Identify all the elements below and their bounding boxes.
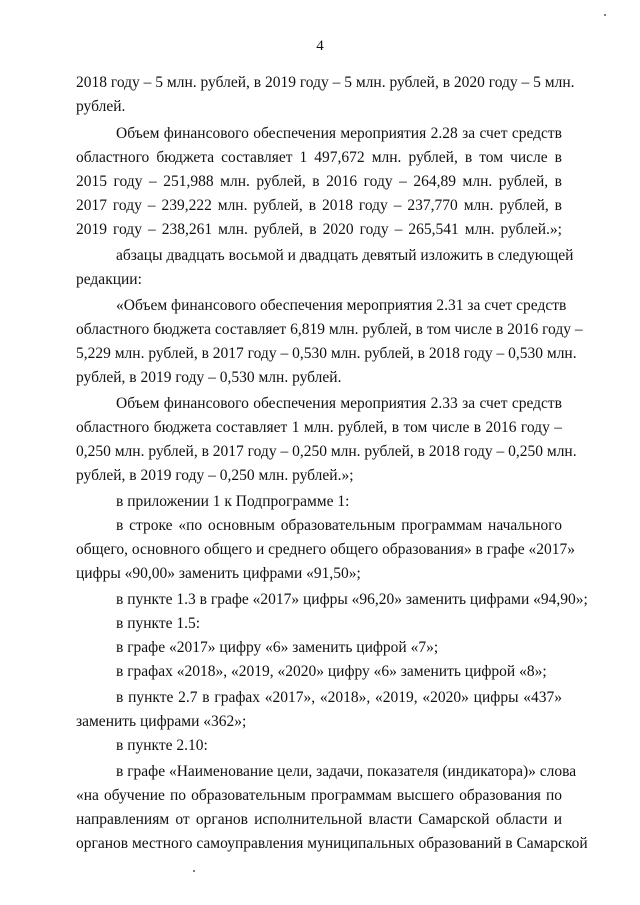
text-line: в пункте 1.3 в графе «2017» цифры «96,20» заменить цифрами «94,90»; [116, 591, 588, 608]
text-line: 2015 году – 251,988 млн. рублей, в 2016 году – 264,89 млн. рублей, в [76, 173, 562, 190]
text-line: в пункте 1.5: [116, 615, 201, 632]
text-line: редакции: [76, 271, 142, 288]
text-line: заменить цифрами «362»; [76, 713, 247, 730]
text-line: цифры «90,00» заменить цифрами «91,50»; [76, 565, 361, 582]
text-line: в строке «по основным образовательным программам начального [116, 517, 562, 534]
text-line: направлениям от органов исполнительной власти Самарской области и [76, 811, 562, 828]
text-line: 2017 году – 239,222 млн. рублей, в 2018 году – 237,770 млн. рублей, в [76, 197, 562, 214]
text-line: абзацы двадцать восьмой и двадцать девятый изложить в следующей [116, 247, 574, 264]
text-line: рублей, в 2019 году – 0,530 млн. рублей. [76, 369, 342, 386]
text-line: областного бюджета составляет 1 млн. рублей, в том числе в 2016 году – [76, 419, 562, 436]
text-line: «на обучение по образовательным программам высшего образования по [76, 787, 562, 804]
text-line: в пункте 2.7 в графах «2017», «2018», «2019, «2020» цифры «437» [116, 689, 562, 706]
scan-speck [193, 870, 195, 872]
scan-speck [604, 14, 606, 16]
text-line: Объем финансового обеспечения мероприятия 2.33 за счет средств [116, 395, 562, 412]
text-line: 2019 году – 238,261 млн. рублей, в 2020 году – 265,541 млн. рублей.»; [76, 221, 562, 238]
text-line: в графе «2017» цифру «6» заменить цифрой «7»; [116, 639, 439, 656]
text-line: в графе «Наименование цели, задачи, показателя (индикатора)» слова [116, 763, 577, 780]
text-line: в приложении 1 к Подпрограмме 1: [116, 493, 350, 510]
text-line: областного бюджета составляет 1 497,672 млн. рублей, в том числе в [76, 149, 562, 166]
page-number: 4 [316, 38, 324, 54]
text-line: в графах «2018», «2019, «2020» цифру «6» заменить цифрой «8»; [116, 663, 547, 680]
text-line: рублей, в 2019 году – 0,250 млн. рублей.»; [76, 467, 354, 484]
text-line: рублей. [76, 98, 126, 115]
text-line: органов местного самоуправления муниципальных образований в Самарской [76, 835, 588, 852]
text-line: в пункте 2.10: [116, 737, 208, 754]
text-line: 0,250 млн. рублей, в 2017 году – 0,250 млн. рублей, в 2018 году – 0,250 млн. [76, 443, 577, 460]
text-line: 2018 году – 5 млн. рублей, в 2019 году – 5 млн. рублей, в 2020 году – 5 млн. [76, 74, 575, 91]
text-line: «Объем финансового обеспечения мероприятия 2.31 за счет средств [116, 297, 567, 314]
text-line: Объем финансового обеспечения мероприятия 2.28 за счет средств [116, 125, 562, 142]
text-line: 5,229 млн. рублей, в 2017 году – 0,530 млн. рублей, в 2018 году – 0,530 млн. [76, 345, 577, 362]
text-line: общего, основного общего и среднего общего образования» в графе «2017» [76, 541, 576, 558]
text-line: областного бюджета составляет 6,819 млн. рублей, в том числе в 2016 году – [76, 321, 583, 338]
